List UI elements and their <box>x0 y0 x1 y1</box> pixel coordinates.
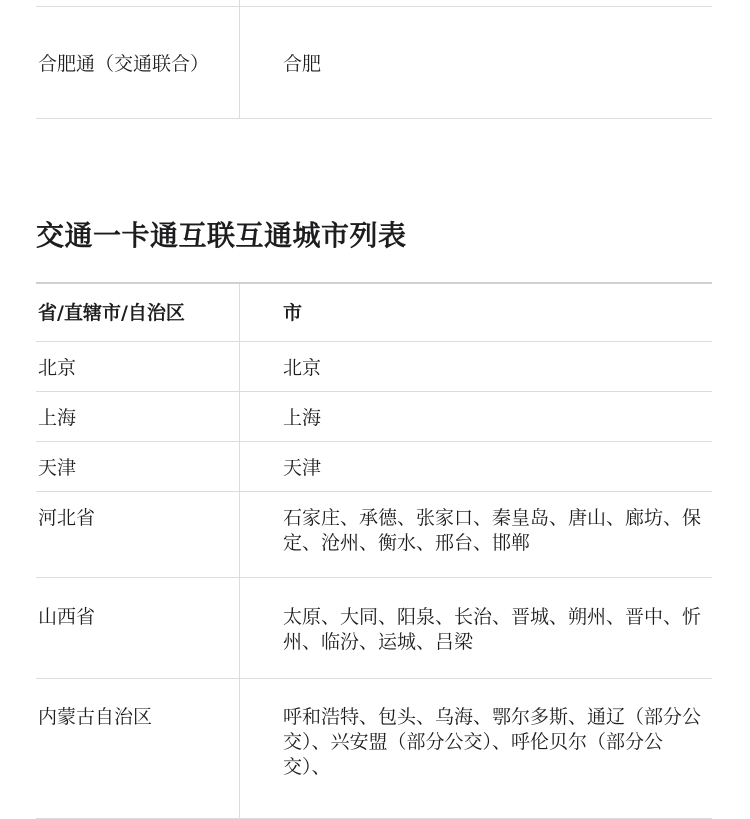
province-cell: 天津 <box>36 442 240 491</box>
table-row <box>36 7 712 119</box>
table-row <box>36 442 712 492</box>
card-name-cell: 合肥通（交通联合） <box>36 7 240 118</box>
cities-cell: 天津 <box>283 457 322 479</box>
table-row <box>36 0 712 7</box>
table-row <box>36 342 712 392</box>
card-city-cell <box>240 0 712 6</box>
section-title: 交通一卡通互联互通城市列表 <box>36 219 407 252</box>
cities-cell: 呼和浩特、包头、乌海、鄂尔多斯、通辽（部分公交）、兴安盟（部分公交）、呼伦贝尔（部分公交）、 <box>283 706 702 778</box>
cities-cell: 石家庄、承德、张家口、秦皇岛、唐山、廊坊、保定、沧州、衡水、邢台、邯郸 <box>283 507 702 554</box>
province-cell: 内蒙古自治区 <box>36 679 240 818</box>
city-header: 市 <box>283 302 303 324</box>
card-name-cell <box>36 0 240 6</box>
cities-cell: 北京 <box>283 357 322 379</box>
province-cell: 上海 <box>36 392 240 441</box>
table-row <box>36 578 712 679</box>
province-cell: 北京 <box>36 342 240 391</box>
cities-cell: 上海 <box>283 407 322 429</box>
card-table <box>36 0 712 119</box>
province-cell: 山西省 <box>36 578 240 678</box>
table-header-row <box>36 284 712 342</box>
table-row <box>36 492 712 578</box>
city-table <box>36 282 712 819</box>
province-header: 省/直辖市/自治区 <box>36 284 240 341</box>
table-row <box>36 679 712 819</box>
province-cell: 河北省 <box>36 492 240 577</box>
cities-cell: 太原、大同、阳泉、长治、晋城、朔州、晋中、忻州、临汾、运城、吕梁 <box>283 606 702 653</box>
table-row <box>36 392 712 442</box>
card-city-cell: 合肥 <box>283 53 322 75</box>
